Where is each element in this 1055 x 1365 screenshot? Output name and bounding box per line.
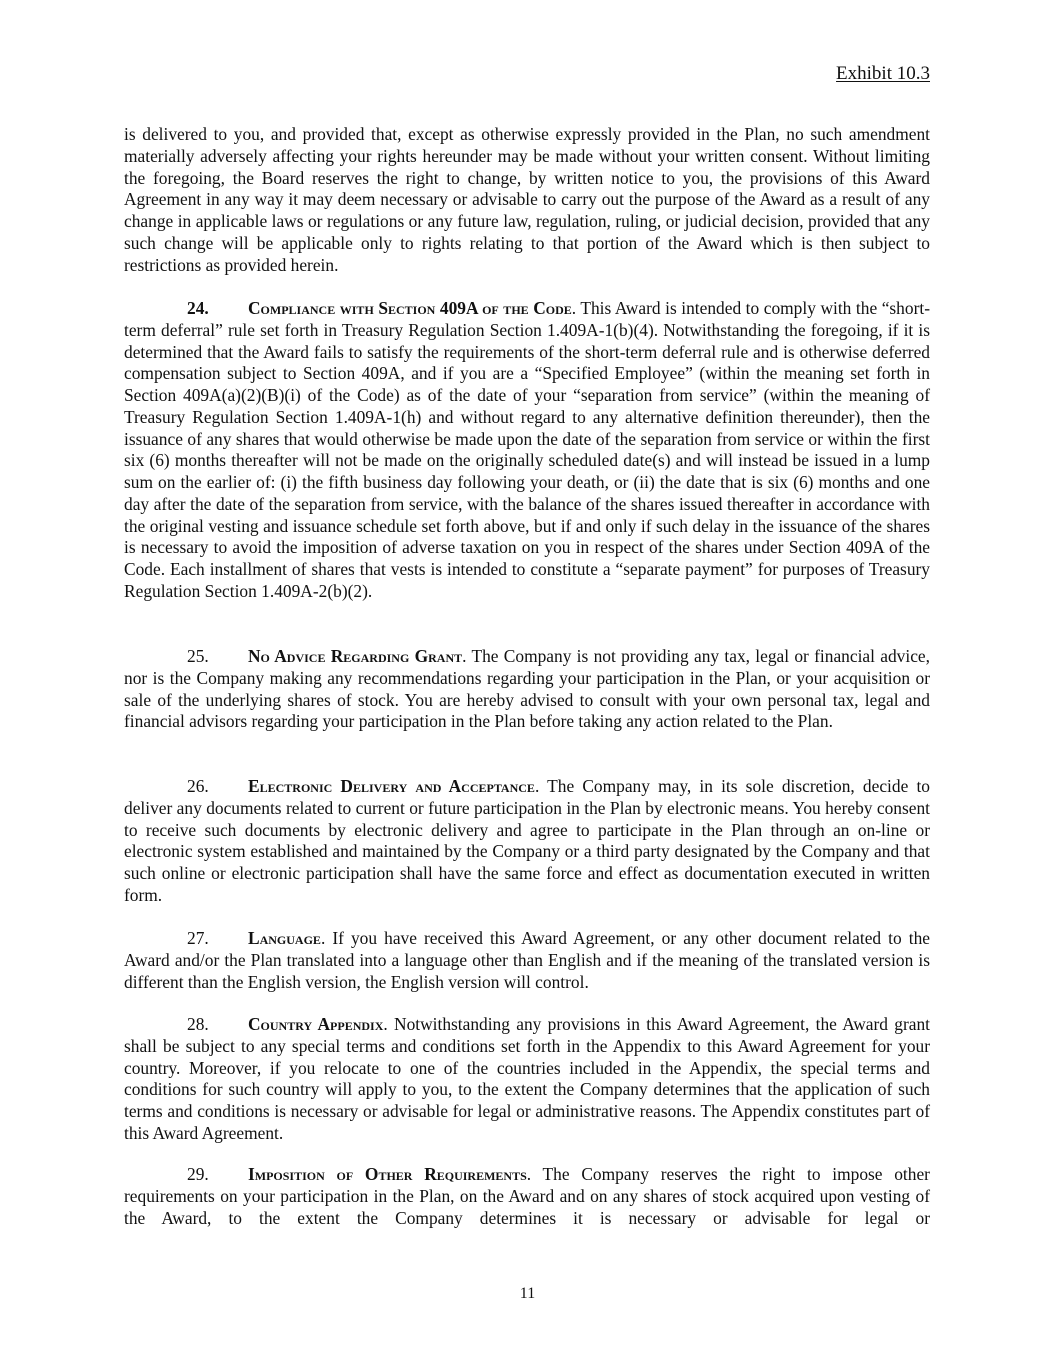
- section-number: 25.: [187, 646, 209, 666]
- section-25: [124, 646, 930, 733]
- section-text: . The Company reserves the right to impose other requirements on your participation in the Plan, on the Award and on any shares of stock acquired upon vesting of the Award, to the extent the Company determines it is necessary or advisable for legal or: [124, 1164, 930, 1228]
- section-27: [124, 928, 930, 993]
- section-number: 27.: [187, 928, 209, 948]
- section-heading: No Advice Regarding Grant: [248, 646, 463, 666]
- section-text: . If you have received this Award Agreement, or any other document related to the Award and/or the Plan translated into a language other than English and if the meaning of the translated version is different than the English version, the English version will control.: [124, 928, 930, 992]
- section-29: [124, 1164, 930, 1229]
- section-number: 29.: [187, 1164, 209, 1184]
- section-heading: Compliance with Section 409A of the Code: [248, 298, 572, 318]
- section-heading: Electronic Delivery and Acceptance: [248, 776, 535, 796]
- section-heading: Language: [248, 928, 321, 948]
- paragraph-continuation: [124, 124, 930, 276]
- paragraph-text: is delivered to you, and provided that, except as otherwise expressly provided in the Plan, no such amendment materially adversely affecting your rights hereunder may be made without your written consent. Without limiting the foregoing, the Board reserves the right to change, by written notice to you, the provisions of this Award Agreement in any way it may deem necessary or advisable to carry out the purpose of the Award as a result of any change in applicable laws or regulations or any future law, regulation, ruling, or judicial decision, provided that any such change will be applicable only to rights relating to that portion of the Award which is then subject to restrictions as provided herein.: [124, 124, 930, 275]
- section-text: . The Company is not providing any tax, legal or financial advice, nor is the Company making any recommendations regarding your participation in the Plan, or your acquisition or sale of the underlying shares of stock. You are hereby advised to consult with your own personal tax, legal and financial advisors regarding your participation in the Plan before taking any action related to the Plan.: [124, 646, 930, 732]
- section-heading: Imposition of Other Requirements: [248, 1164, 527, 1184]
- section-28: [124, 1014, 930, 1145]
- section-text: . This Award is intended to comply with the “short-term deferral” rule set forth in Treasury Regulation Section 1.409A-1(b)(4). Notwithstanding the foregoing, if it is determined that the Award fails to satisfy the requirements of the short-term deferral rule and is otherwise deferred compensation subject to Section 409A, and if you are a “Specified Employee” (within the meaning set forth in Section 409A(a)(2)(B)(i) of the Code) as of the date of your “separation from service” (within the meaning of Treasury Regulation Section 1.409A-1(h) and without regard to any alternative definition thereunder), then the issuance of any shares that would otherwise be made upon the date of the separation from service or within the first six (6) months thereafter will not be made on the originally scheduled date(s) and will instead be issued in a lump sum on the earlier of: (i) the fifth business day following your death, or (ii) the date that is six (6) months and one day after the date of the separation from service, with the balance of the shares issued thereafter in accordance with the original vesting and issuance schedule set forth above, but if and only if such delay in the issuance of the shares is necessary to avoid the imposition of adverse taxation on you in respect of the shares under Section 409A of the Code. Each installment of shares that vests is intended to constitute a “separate payment” for purposes of Treasury Regulation Section 1.409A-2(b)(2).: [124, 298, 930, 601]
- page-number: 11: [519, 1285, 536, 1302]
- section-text: . Notwithstanding any provisions in this Award Agreement, the Award grant shall be subject to any special terms and conditions set forth in the Appendix to this Award Agreement for your country. Moreover, if you relocate to one of the countries included in the Appendix, the special terms and conditions for such country will apply to you, to the extent the Company determines that the application of such terms and conditions is necessary or advisable for legal or administrative reasons. The Appendix constitutes part of this Award Agreement.: [124, 1014, 930, 1143]
- section-number: 28.: [187, 1014, 209, 1034]
- section-26: [124, 776, 930, 907]
- section-heading: Country Appendix: [248, 1014, 384, 1034]
- section-text: . The Company may, in its sole discretion, decide to deliver any documents related to current or future participation in the Plan by electronic means. You hereby consent to receive such documents by electronic delivery and agree to participate in the Plan through an on-line or electronic system established and maintained by the Company or a third party designated by the Company and that such online or electronic participation shall have the same force and effect as documentation executed in written form.: [124, 776, 930, 905]
- section-number: 24.: [187, 298, 209, 318]
- section-number: 26.: [187, 776, 209, 796]
- section-24: [124, 298, 930, 603]
- exhibit-label: Exhibit 10.3: [836, 63, 930, 84]
